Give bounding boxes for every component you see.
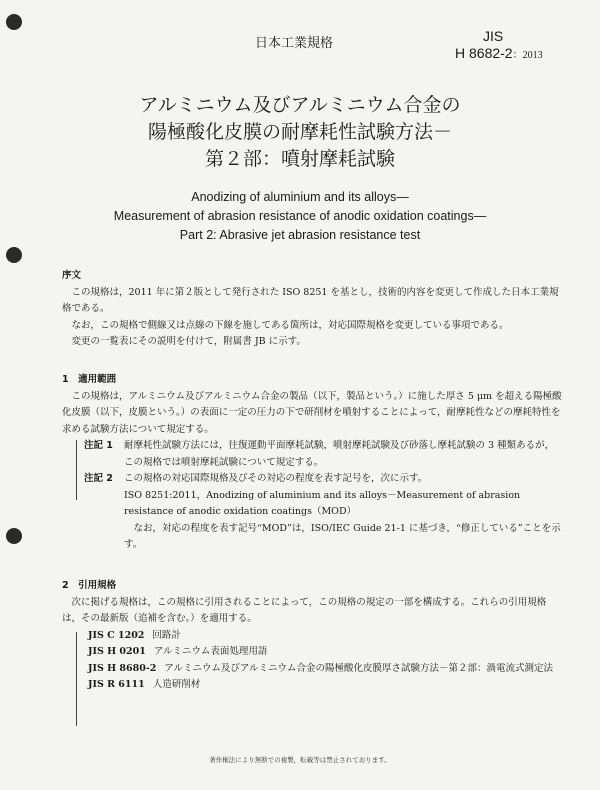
reference-item: JIS H 0201 アルミニウム表面処理用語 xyxy=(88,646,268,657)
punch-hole xyxy=(6,528,22,544)
iso-note: なお，対応の程度を表す記号“MOD”は，ISO/IEC Guide 21-1 に基づき，“修正している”ことを示す。 xyxy=(124,522,561,550)
references-paragraph: 次に掲げる規格は，この規格に引用されることによって，この規格の規定の一部を構成する。これらの引用規格は，その最新版（追補を含む。）を適用する。 xyxy=(62,596,547,624)
preface-paragraph: なお，この規格で側線又は点線の下線を施してある箇所は，対応国際規格を変更している事項である。 xyxy=(71,319,509,331)
english-title: Anodizing of aluminium and its alloys— Measurement of abrasion resistance of anodic oxidation coatings— Part 2: Abrasive jet abrasion resistance test xyxy=(113,190,487,242)
preface-paragraph: この規格は，2011 年に第２版として発行された ISO 8251 を基とし，技術的内容を変更して作成した日本工業規格である。 xyxy=(62,286,559,314)
reference-item: JIS R 6111 人造研削材 xyxy=(88,679,201,690)
iso-reference: ISO 8251:2011，Anodizing of aluminium and its alloys－Measurement of abrasion resistance of anodic oxidation coatings（MOD） xyxy=(124,489,521,517)
preface-paragraph: 変更の一覧表にその説明を付けて，附属書 JB に示す。 xyxy=(71,336,306,347)
header-standard-name: 日本工業規格 xyxy=(255,36,334,51)
punch-hole xyxy=(6,247,22,263)
note-2: 注記 2 この規格の対応国際規格及びその対応の程度を表す記号を，次に示す。 xyxy=(84,473,428,484)
change-sidebar-line xyxy=(76,632,77,726)
reference-item: JIS C 1202 回路計 xyxy=(88,629,181,641)
reference-item: JIS H 8680-2 アルミニウム及びアルミニウム合金の陽極酸化皮膜厚さ試験方法－第２部：渦電流式測定法 xyxy=(88,662,553,674)
scope-section: 1 適用範囲 この規格は，アルミニウム及びアルミニウム合金の製品（以下，製品という。）に施した厚さ 5 μm を超える陽極酸化皮膜（以下，皮膜という。）の表面に一定の圧力の下で研削材を噴射することによって，耐摩耗性などの摩耗特性を求める試験方法について規定する。 注記 1 耐摩耗性試験方法には，往復運動平面摩耗試験，噴射摩耗試験及び砂落し摩耗試験の 3 種類あるが，この規格では噴射摩耗試験について規定する。 注記 2 この規格の対応国際規格及びその対応の程度を表す記号を，次に示す。 ISO 8251:2011，Anodizing of aluminium and its alloys－Measurement of abrasion resistance of anodic oxidation coatings（MOD） なお，対応の程度を表す記号“MOD”は，ISO/IEC Guide 21-1 に基づき，“修正している”ことを示す。 xyxy=(62,372,562,554)
scope-paragraph: この規格は，アルミニウム及びアルミニウム合金の製品（以下，製品という。）に施した厚さ 5 μm を超える陽極酸化皮膜（以下，皮膜という。）の表面に一定の圧力の下で研削材を噴射することによって，耐摩耗性などの摩耗特性を求める試験方法について規定する。 xyxy=(62,390,562,435)
punch-hole xyxy=(6,14,22,30)
references-section: 2 引用規格 次に掲げる規格は，この規格に引用されることによって，この規格の規定の一部を構成する。これらの引用規格は，その最新版（追補を含む。）を適用する。 JIS C 1202 回路計 JIS H 0201 アルミニウム表面処理用語 JIS H 8680-2 アルミニウム及びアルミニウム合金の陽極酸化皮膜厚さ試験方法－第２部：渦電流式測定法 JIS R 6111 人造研削材 xyxy=(62,578,562,694)
note-1: 注記 1 耐摩耗性試験方法には，往復運動平面摩耗試験，噴射摩耗試験及び砂落し摩耗試験の 3 種類あるが，この規格では噴射摩耗試験について規定する。 xyxy=(84,440,555,468)
japanese-title: アルミニウム及びアルミニウム合金の 陽極酸化皮膜の耐摩耗性試験方法－ 第２部：噴射摩耗試験 xyxy=(139,94,461,170)
preface-section: 序文 この規格は，2011 年に第２版として発行された ISO 8251 を基とし，技術的内容を変更して作成した日本工業規格である。 なお，この規格で側線又は点線の下線を施してある箇所は，対応国際規格を変更している事項である。 変更の一覧表にその説明を付けて，附属書 JB に示す。 xyxy=(62,268,562,351)
change-sidebar-line xyxy=(76,440,77,500)
header-standard-number: JIS H 8682-2：2013 xyxy=(455,28,543,61)
copyright-footer: 著作権法により無断での複製，転載等は禁止されております。 xyxy=(209,756,391,764)
